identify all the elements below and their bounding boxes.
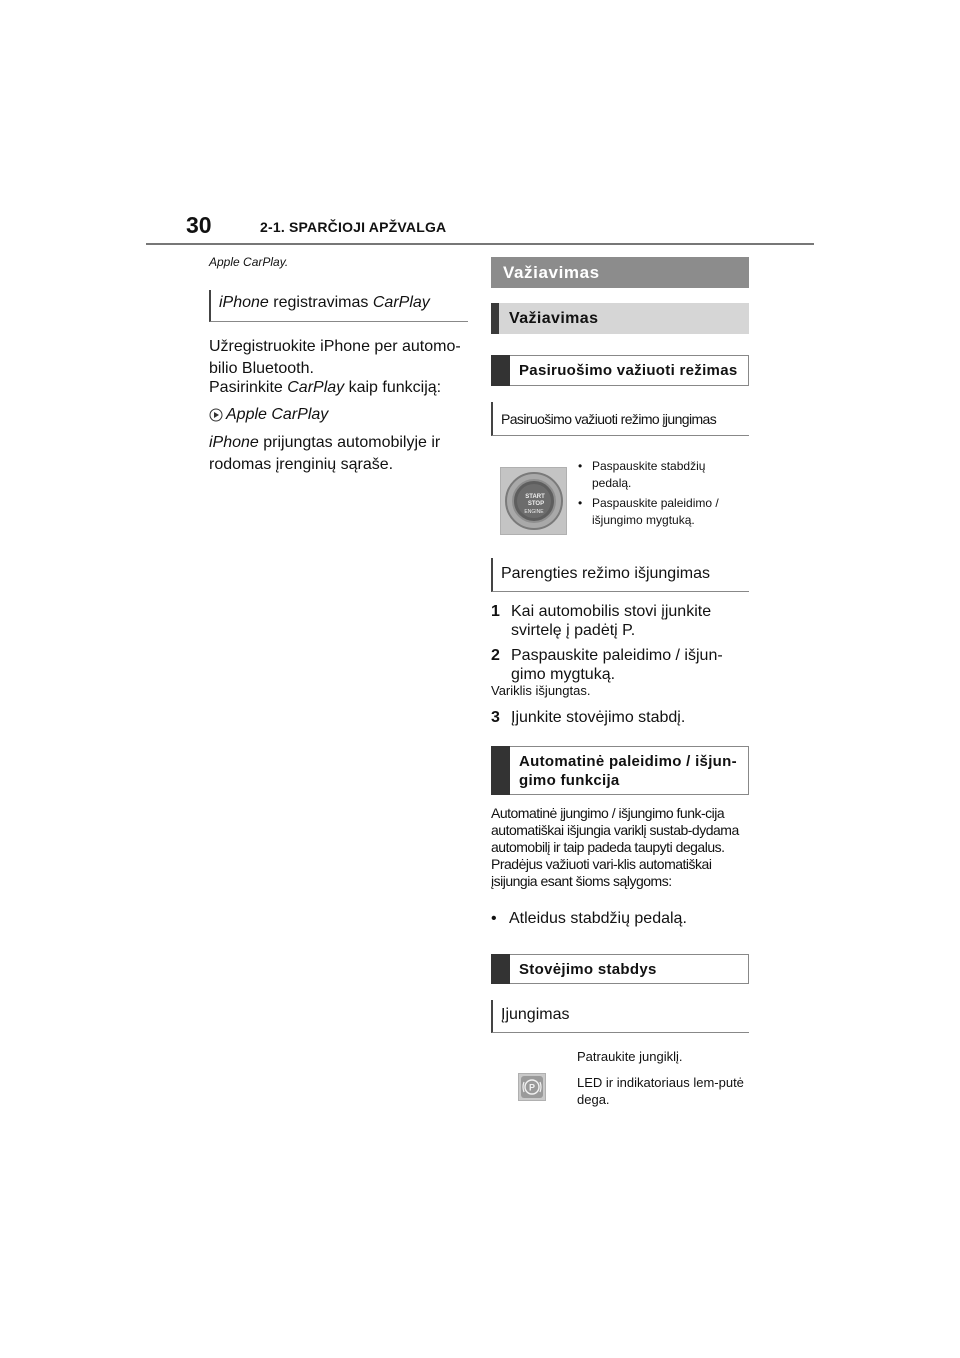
device-name-2: iPhone: [209, 434, 259, 451]
list-item: • Atleidus stabdžių pedalą.: [491, 910, 687, 927]
box-heading-auto-start-stop: Automatinė paleidimo / išjun-gimo funkcija: [491, 746, 749, 795]
page-number: 30: [186, 212, 212, 238]
steps-list: [491, 602, 749, 684]
intro-text: Apple CarPlay.: [209, 255, 289, 269]
start-stop-button-image: [500, 467, 567, 535]
start-stop-engine-icon: [504, 471, 564, 531]
parking-icon-letter: P: [528, 1082, 536, 1093]
device-name: iPhone: [219, 294, 269, 311]
step-3: 3 Įjunkite stovėjimo stabdį.: [491, 709, 686, 726]
select-paragraph: [209, 377, 467, 399]
list-item: 2 Paspauskite paleidimo / išjun-gimo mygtuką.: [491, 647, 723, 683]
box-heading-drive-ready: Pasiruošimo važiuoti režimas: [491, 355, 749, 386]
select-app: CarPlay: [287, 379, 345, 396]
parking-instruction-1: Patraukite jungiklį.: [577, 1049, 683, 1064]
app-name: CarPlay: [372, 294, 430, 311]
header-divider: [146, 243, 814, 245]
list-item: 1 Kai automobilis stovi įjunkite svirtelę į padėtį P.: [491, 603, 712, 639]
main-heading: Važiavimas: [491, 257, 749, 288]
parking-instruction-2: LED ir indikatoriaus lem-putė dega.: [577, 1075, 744, 1107]
list-item: • Paspauskite stabdžių pedalą.: [578, 459, 706, 490]
carplay-registration-heading: [209, 290, 468, 322]
start-label: START: [524, 494, 545, 500]
box-heading-parking-brake: Stovėjimo stabdys: [491, 954, 749, 984]
menu-item-apple-carplay: [209, 404, 328, 426]
select-prefix: Pasirinkite: [209, 379, 288, 396]
register-paragraph: Užregistruokite iPhone per automo-bilio Bluetooth.: [209, 338, 461, 377]
activation-heading: Įjungimas: [491, 1000, 749, 1033]
parking-brake-icon: [520, 1075, 544, 1099]
connected-text: prijungtas automobilyje ir rodomas įrenginių sąraše.: [209, 434, 441, 473]
engine-off-note: Variklis išjungtas.: [491, 683, 591, 698]
select-suffix: kaip funkciją:: [344, 379, 442, 396]
engine-label: ENGINE: [523, 509, 544, 515]
arrow-right-icon: [209, 408, 223, 422]
drive-ready-activation-heading: Pasiruošimo važiuoti režimo įjungimas: [491, 402, 749, 436]
sub-heading: Važiavimas: [491, 303, 749, 334]
start-bullets: [578, 458, 748, 529]
auto-start-stop-paragraph: Automatinė įjungimo / išjungimo funk-cija automatiškai išjungia variklį sustab-dydama automobilį ir taip padeda taupyti degalus. Pradėjus važiuoti vari-klis automatiškai įsijungia esant šioms sąlygoms:: [491, 805, 739, 889]
parking-instructions: [577, 1048, 749, 1108]
standby-off-heading: Parengties režimo išjungimas: [491, 558, 749, 592]
parking-brake-switch-image: [518, 1073, 546, 1101]
connected-paragraph: [209, 432, 467, 476]
list-item: • Paspauskite paleidimo / išjungimo mygtuką.: [578, 496, 719, 527]
stop-label: STOP: [527, 501, 544, 507]
menu-item-label: Apple CarPlay: [226, 406, 329, 423]
section-title: 2-1. SPARČIOJI APŽVALGA: [260, 219, 447, 235]
heading-middle: registravimas: [268, 294, 373, 311]
